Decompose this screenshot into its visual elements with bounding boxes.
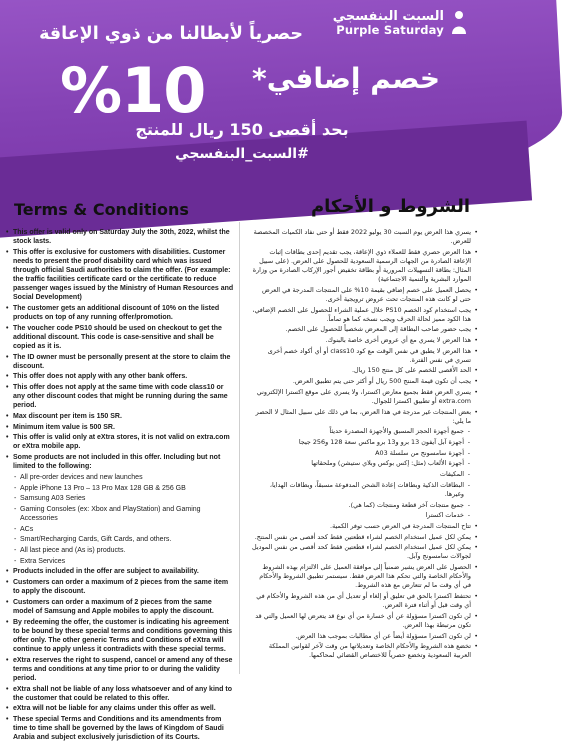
- terms-item: • يمكن لكل عميل استخدام الخصم لشراء قطعتين فقط كحد أقصى من نفس الموديل لجوالات سامسونج وآبل.: [250, 543, 478, 561]
- brand-logo: [333, 10, 468, 36]
- terms-item: • تحتفظ اكسترا بالحق في تعليق أو إلغاء أو تعديل أي من هذه الشروط والأحكام في أي وقت قبل أو أثناء فترة العرض.: [250, 592, 478, 610]
- terms-heading-ar: الشروط و الأحكام: [310, 196, 470, 217]
- terms-item: • Customers can order a maximum of 2 pieces from the same model of Samsung and Apple mobiles to apply the discount.: [6, 598, 234, 616]
- terms-item: • هذا العرض لا يطبق في نفس الوقت مع كود class10 أو أي أكواد خصم أخرى تسري في نفس الفترة.: [250, 347, 478, 365]
- discount-row: [0, 54, 484, 127]
- terms-item: • eXtra will not be liable for any claims under this offer as well.: [6, 704, 234, 713]
- terms-item: • الحصول على العرض يشير ضمنياً إلى موافقة العميل على الالتزام بهذه الشروط والأحكام الخاصة والتي تحكم هذا العرض فقط. سيستمر تطبيق الشروط والأحكام في أي وقت ما لم تتعارض مع هذه الشروط.: [250, 563, 478, 590]
- terms-item: • يسري هذا العرض يوم السبت 30 يوليو 2022 فقط أو حتى نفاد الكميات المخصصة للعرض.: [250, 228, 478, 246]
- terms-item: • يجب أن تكون قيمة المنتج 500 ريال أو أكثر حتى يتم تطبيق العرض.: [250, 377, 478, 386]
- terms-subitem: - جميع منتجات آخر قطعة ومنتجات (كما هي).: [250, 501, 478, 510]
- terms-subitem: - أجهزة الألعاب (مثل: إكس بوكس وبلاي ستيشن) وملحقاتها: [250, 459, 478, 468]
- terms-item: • يجب حضور صاحب البطاقة إلى المعرض شخصياً للحصول على الخصم.: [250, 325, 478, 334]
- terms-subitem: - المكيفات: [250, 470, 478, 479]
- hashtag: #السبت_البنفسجي: [175, 146, 309, 162]
- terms-subitem: - خدمات اكسترا: [250, 511, 478, 520]
- exclusive-subtitle: حصرياً لأبطالنا من ذوي الإعاقة: [39, 24, 303, 44]
- terms-subitem: - أجهزة سامسونج من سلسلة A03: [250, 449, 478, 458]
- terms-item: • تخضع هذه الشروط والأحكام الخاصة وتعديلاتها من وقت لآخر لقوانين المملكة العربية السعودية وتخضع حصرياً للاختصاص القضائي لمحاكمها.: [250, 642, 478, 660]
- terms-item: • This offer is valid only at eXtra stores, it is not valid on extra.com or eXtra mobile app.: [6, 433, 234, 451]
- terms-subitem: - Gaming Consoles (ex: Xbox and PlayStation) and Gaming Accessories: [6, 505, 234, 523]
- terms-item: • لن تكون اكسترا مسؤولة عن أي خسارة من أي نوع قد يتعرض لها العميل والتي قد تكون مرتبطة بهذا العرض.: [250, 612, 478, 630]
- terms-item: • يجب استخدام كود الخصم PS10 خلال عملية الشراء للحصول على الخصم الإضافي، هذا الكود مميز لحالة الحرف ويجب نسخه كما هو تماماً.: [250, 306, 478, 324]
- terms-item: • The ID owner must be personally present at the store to claim the discount.: [6, 353, 234, 371]
- column-divider: [239, 222, 240, 674]
- brand-name-ar: السبت البنفسجي: [332, 9, 444, 25]
- terms-item: • هذا العرض لا يسري مع أي عروض أخرى خاصة بالبنوك.: [250, 336, 478, 345]
- terms-item: • eXtra shall not be liable of any loss whatsoever and of any kind to the customer that could be related to this offer.: [6, 685, 234, 703]
- brand-name-en: Purple Saturday: [336, 22, 444, 37]
- terms-list-en: [6, 228, 234, 742]
- terms-subitem: - Samsung A03 Series: [6, 494, 234, 503]
- terms-column-en: [6, 228, 234, 742]
- terms-item: • Minimum item value is 500 SR.: [6, 423, 234, 432]
- terms-item: • الحد الأقصى للخصم على كل منتج 150 ريال.: [250, 366, 478, 375]
- terms-item: • Some products are not included in this offer. Including but not limited to the following:: [6, 453, 234, 471]
- terms-item: • This offer does not apply at the same time with code class10 or any other discount codes that might be running during the same period.: [6, 383, 234, 410]
- terms-item: • يحصل العميل على خصم إضافي بقيمة 10% على المنتجات المدرجة في العرض حتى لو كانت هذه المنتجات تحت عروض ترويجية أخرى.: [250, 286, 478, 304]
- terms-list-ar: [250, 228, 478, 660]
- terms-item: • Customers can order a maximum of 2 pieces from the same item to apply the discount.: [6, 578, 234, 596]
- terms-item: • The voucher code PS10 should be used on checkout to get the additional discount. This code is case-sensitive and shall be copied as it is.: [6, 324, 234, 351]
- terms-item: • لن تكون اكسترا مسؤولة أيضاً عن أي مطالبات بموجب هذا العرض.: [250, 632, 478, 641]
- terms-item: • هذا العرض حصري فقط للعملاء ذوي الإعاقة، يجب تقديم إحدى بطاقات إثبات الإعاقة الصادرة من الجهات الرسمية السعودية للحصول على العرض. (على سبيل المثال: بطاقة التسهيلات المرورية أو بطاقة تخفيض أجور الإركاب الصادرة من وزارة الموارد البشرية والتنمية الاجتماعية): [250, 248, 478, 284]
- max-discount-line: بحد أقصى 150 ريال للمنتج: [135, 120, 349, 139]
- terms-item: • This offer is valid only on Saturday July the 30th, 2022, whilst the stock lasts.: [6, 228, 234, 246]
- terms-subitem: - Apple iPhone 13 Pro – 13 Pro Max 128 GB & 256 GB: [6, 484, 234, 493]
- terms-subitem: - All last piece and (As is) products.: [6, 546, 234, 555]
- terms-item: • These special Terms and Conditions and its amendments from time to time shall be governed by the laws of Kingdom of Saudi Arabia and subject exclusively jurisdiction of its Courts.: [6, 715, 234, 742]
- promo-banner: [0, 0, 484, 190]
- terms-item: • تتاح المنتجات المدرجة في العرض حسب توفر الكمية.: [250, 522, 478, 531]
- terms-item: • The customer gets an additional discount of 10% on the listed products on top of any running offer/promotion.: [6, 304, 234, 322]
- terms-subitem: - ACs: [6, 525, 234, 534]
- terms-item: • This offer does not apply with any other bank offers.: [6, 372, 234, 381]
- extra-discount-title: خصم إضافي*: [252, 62, 440, 95]
- terms-column-ar: [250, 228, 478, 676]
- terms-item: • Max discount per item is 150 SR.: [6, 412, 234, 421]
- terms-heading-en: Terms & Conditions: [14, 200, 189, 219]
- terms-subitem: - Smart/Recharging Cards, Gift Cards, and others.: [6, 535, 234, 544]
- terms-item: • Products included in the offer are subject to availability.: [6, 567, 234, 576]
- terms-subitem: - All pre-order devices and new launches: [6, 473, 234, 482]
- terms-subitem: - أجهزة آبل آيفون 13 برو و13 برو ماكس سعة 128 و256 جيجا: [250, 438, 478, 447]
- terms-item: • eXtra reserves the right to suspend, cancel or amend any of these terms and conditions at any time prior to or during the validity period.: [6, 656, 234, 683]
- terms-item: • بعض المنتجات غير مدرجة في هذا العرض، بما في ذلك على سبيل المثال لا الحصر ما يلي:: [250, 408, 478, 426]
- terms-subitem: - جميع أجهزة الحجز المسبق والأجهزة المصدرة حديثاً: [250, 427, 478, 436]
- terms-item: • يسري العرض فقط بجميع معارض اكسترا، ولا يسري على موقع اكسترا الإلكتروني extra.com أو تطبيق اكسترا للجوال.: [250, 388, 478, 406]
- terms-subitem: - Extra Services: [6, 557, 234, 566]
- terms-item: • By redeeming the offer, the customer is indicating his agreement to be bound by these special terms and conditions governing this offer only. The other generic Terms and Conditions of eXtra will continue to apply unless it contradicts with these special terms.: [6, 618, 234, 654]
- terms-subitem: - البطاقات الذكية وبطاقات إعادة الشحن المدفوعة مسبقاً، وبطاقات الهدايا، وغيرها.: [250, 481, 478, 499]
- discount-percent: %10: [60, 54, 206, 127]
- person-icon: [450, 10, 468, 36]
- terms-item: • This offer is exclusive for customers with disabilities. Customer needs to present the proof disability card which was issued through official Saudi authorities to claim the offer. (For example: the traffic facilities certificate card or the certificate to reduce passenger wages issued by the Ministry of Human Resources and Social Development): [6, 248, 234, 303]
- terms-item: • يمكن لكل عميل استخدام الخصم لشراء قطعتين فقط كحد أقصى من نفس المنتج.: [250, 533, 478, 542]
